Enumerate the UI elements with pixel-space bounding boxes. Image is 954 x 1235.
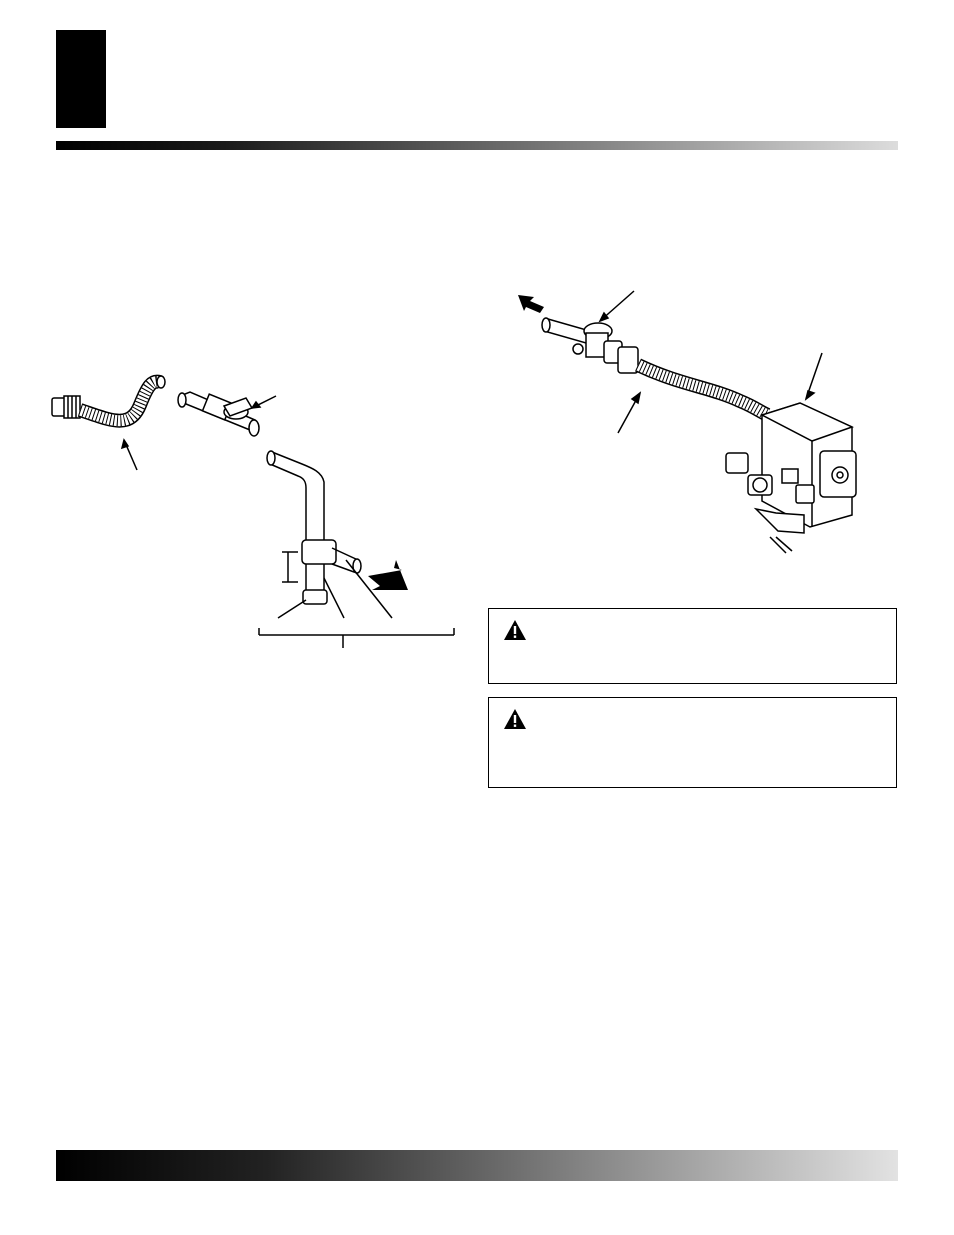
footer-rule <box>56 1150 898 1181</box>
header-rule <box>56 141 898 150</box>
piping-assembly-figure <box>40 360 470 660</box>
warning-box <box>488 608 897 684</box>
gas-valve-figure <box>500 275 900 555</box>
shutoff-valve <box>178 392 259 436</box>
outflow-arrow <box>518 295 544 313</box>
warning-box <box>488 697 897 788</box>
flare-fitting <box>52 396 80 418</box>
warning-triangle-icon <box>503 708 527 730</box>
warning-triangle-icon <box>503 619 527 641</box>
chapter-tab <box>56 30 106 128</box>
gas-control-valve <box>726 403 856 553</box>
piping-tee <box>267 451 361 604</box>
